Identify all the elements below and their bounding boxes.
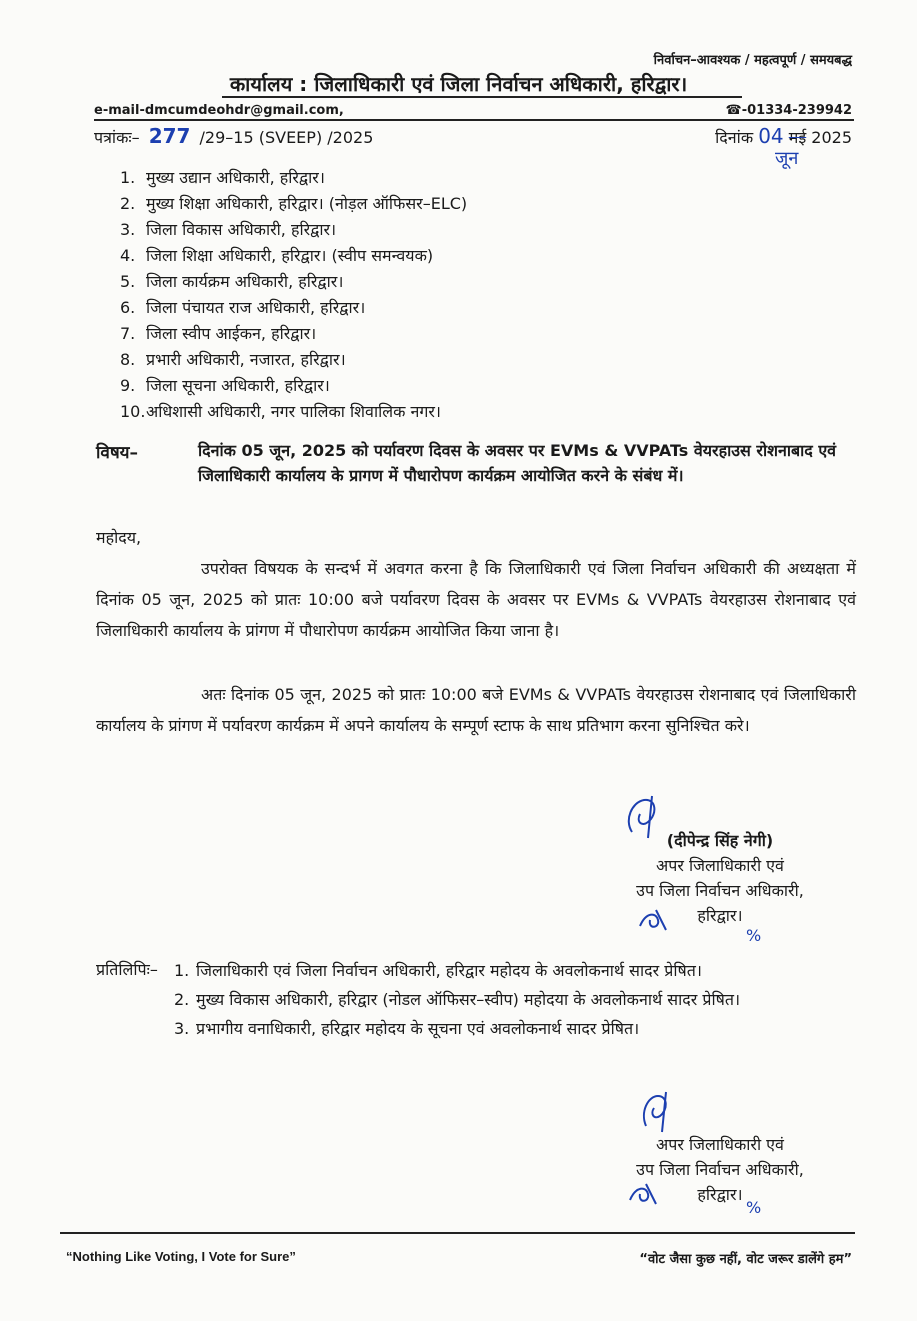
recipient-item	[120, 347, 467, 373]
signer-designation-2: उप जिला निर्वाचन अधिकारी,	[636, 881, 804, 900]
signature2-percent-mark: %	[746, 1198, 762, 1217]
recipient-item	[120, 243, 467, 269]
signature-percent-mark: %	[746, 926, 762, 945]
recipient-text: जिला विकास अधिकारी, हरिद्वार।	[146, 220, 337, 239]
footer-slogan-english: “Nothing Like Voting, I Vote for Sure”	[66, 1249, 296, 1264]
recipient-text: मुख्य उद्यान अधिकारी, हरिद्वार।	[146, 168, 325, 187]
copy-text: मुख्य विकास अधिकारी, हरिद्वार (नोडल ऑफिसर–स्वीप) महोदया के अवलोकनार्थ सादर प्रेषित।	[196, 990, 741, 1009]
recipient-text: जिला कार्यक्रम अधिकारी, हरिद्वार।	[146, 272, 344, 291]
recipient-number: 10.	[120, 402, 146, 421]
recipient-item	[120, 295, 467, 321]
recipient-item	[120, 191, 467, 217]
recipient-text: अधिशासी अधिकारी, नगर पालिका शिवालिक नगर।	[146, 402, 441, 421]
initials-mark	[636, 906, 670, 934]
date-year: 2025	[811, 128, 852, 147]
signer-designation-1: अपर जिलाधिकारी एवं	[656, 856, 784, 875]
copy-text: प्रभागीय वनाधिकारी, हरिद्वार महोदय के सूचना एवं अवलोकनार्थ सादर प्रेषित।	[196, 1019, 640, 1038]
recipient-number: 6.	[120, 298, 136, 317]
footer-divider	[60, 1232, 855, 1234]
recipient-text: जिला शिक्षा अधिकारी, हरिद्वार। (स्वीप समन्वयक)	[146, 246, 434, 265]
priority-stamp: निर्वाचन–आवश्यक / महत्वपूर्ण / समयबद्ध	[653, 53, 852, 68]
recipient-number: 4.	[120, 246, 136, 265]
recipient-number: 8.	[120, 350, 136, 369]
subject-text: दिनांक 05 जून, 2025 को पर्यावरण दिवस के अवसर पर EVMs & VVPATs वेयरहाउस रोशनाबाद एवं जिलाधिकारी कार्यालय के प्रागण में पौधारोपण कार्यक्रम आयोजित करने के संबंध में।	[198, 441, 837, 485]
title-underline	[222, 96, 742, 98]
handwritten-ref-number: 277	[148, 124, 191, 148]
copy-item	[174, 958, 854, 983]
recipient-number: 1.	[120, 168, 136, 187]
copy-number: 1.	[174, 961, 190, 980]
recipient-item	[120, 217, 467, 243]
recipient-item	[120, 165, 467, 191]
signer2-designation-2: उप जिला निर्वाचन अधिकारी,	[636, 1160, 804, 1179]
recipient-number: 5.	[120, 272, 136, 291]
footer-slogan-hindi: “वोट जैसा कुछ नहीं, वोट जरूर डालेंगे हम”	[639, 1252, 852, 1267]
phone-number: ☎-01334-239942	[725, 103, 852, 118]
recipient-number: 2.	[120, 194, 136, 213]
signature-block	[560, 828, 880, 928]
recipient-text: जिला स्वीप आईकन, हरिद्वार।	[146, 324, 317, 343]
handwritten-month: जून	[775, 148, 799, 169]
recipient-text: जिला पंचायत राज अधिकारी, हरिद्वार।	[146, 298, 366, 317]
copy-item	[174, 987, 854, 1012]
signer-location: हरिद्वार।	[697, 906, 743, 925]
copy-number: 3.	[174, 1019, 190, 1038]
body-paragraph-1: उपरोक्त विषयक के सन्दर्भ में अवगत करना है कि जिलाधिकारी एवं जिला निर्वाचन अधिकारी की अध्यक्षता में दिनांक 05 जून, 2025 को प्रातः 10:00 बजे पर्यावरण दिवस के अवसर पर EVMs & VVPATs वेयरहाउस रोशनाबाद एवं जिलाधिकारी कार्यालय के प्रांगण में पौधारोपण कार्यक्रम आयोजित किया जाना है।	[96, 559, 856, 640]
recipient-text: जिला सूचना अधिकारी, हरिद्वार।	[146, 376, 330, 395]
recipient-number: 9.	[120, 376, 136, 395]
date-label: दिनांक	[715, 128, 754, 147]
email-address: e-mail-dmcumdeohdr@gmail.com,	[94, 103, 344, 118]
recipient-item	[120, 373, 467, 399]
struck-month: मई	[788, 128, 807, 147]
signer2-designation-1: अपर जिलाधिकारी एवं	[656, 1135, 784, 1154]
copy-item	[174, 1016, 854, 1041]
recipient-item	[120, 269, 467, 295]
signature-mark-2	[636, 1088, 686, 1136]
recipient-text: मुख्य शिक्षा अधिकारी, हरिद्वार। (नोड़ल ऑफिसर–ELC)	[146, 194, 468, 213]
reference-number	[94, 124, 373, 148]
copy-text: जिलाधिकारी एवं जिला निर्वाचन अधिकारी, हरिद्वार महोदय के अवलोकनार्थ सादर प्रेषित।	[196, 961, 702, 980]
recipient-number: 7.	[120, 324, 136, 343]
letter-date	[715, 124, 852, 148]
office-title: कार्यालय : जिलाधिकारी एवं जिला निर्वाचन अधिकारी, हरिद्वार।	[229, 72, 688, 96]
copy-number: 2.	[174, 990, 190, 1009]
signer-name: (दीपेन्द्र सिंह नेगी)	[666, 831, 774, 850]
body-paragraph-2: अतः दिनांक 05 जून, 2025 को प्रातः 10:00 बजे EVMs & VVPATs वेयरहाउस रोशनाबाद एवं जिलाधिकारी कार्यालय के प्रांगण में पर्यावरण कार्यक्रम में अपने कार्यालय के सम्पूर्ण स्टाफ के साथ प्रतिभाग करना सुनिश्चित करे।	[96, 685, 856, 735]
initials-mark-2	[626, 1180, 660, 1208]
recipient-text: प्रभारी अधिकारी, नजारत, हरिद्वार।	[146, 350, 346, 369]
subject-label: विषय–	[96, 443, 139, 463]
signature-block-2	[560, 1132, 880, 1207]
recipient-item	[120, 399, 467, 425]
recipient-item	[120, 321, 467, 347]
reference-suffix: /29–15 (SVEEP) /2025	[199, 128, 374, 147]
header-divider	[94, 119, 854, 121]
reference-prefix: पत्रांकः–	[94, 128, 140, 147]
recipient-number: 3.	[120, 220, 136, 239]
copies-label: प्रतिलिपिः–	[96, 960, 158, 979]
handwritten-date-day: 04	[758, 124, 784, 148]
copies-list	[174, 958, 854, 1045]
salutation: महोदय,	[96, 528, 142, 547]
signer2-location: हरिद्वार।	[697, 1185, 743, 1204]
recipient-list	[120, 165, 467, 425]
